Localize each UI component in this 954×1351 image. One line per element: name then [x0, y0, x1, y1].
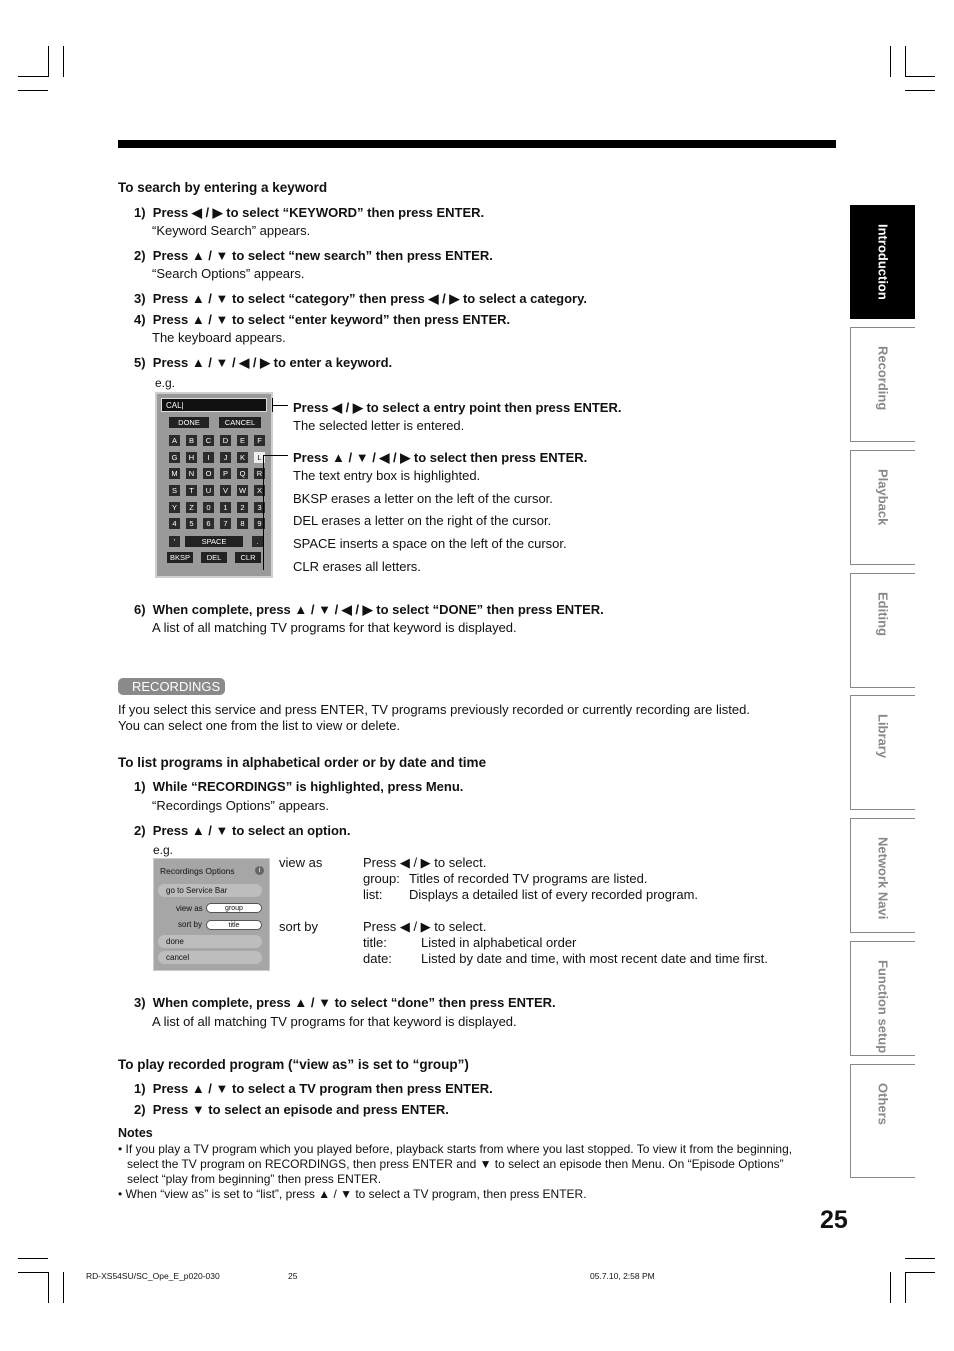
header-rule [118, 140, 836, 148]
kb-entry-desc: The selected letter is entered. [293, 418, 465, 433]
heading-list: To list programs in alphabetical order or by date and time [118, 755, 487, 770]
key-x: X [254, 485, 265, 496]
kb-line: CLR erases all letters. [293, 559, 421, 574]
key-3: 3 [254, 502, 265, 513]
sort-by-selector: title [206, 920, 262, 930]
kb-line: SPACE inserts a space on the left of the cursor. [293, 536, 567, 551]
heading-search: To search by entering a keyword [118, 180, 328, 195]
note-line: • When “view as” is set to “list”, press ▲ / ▼ to select a TV program, then press ENTER. [118, 1187, 587, 1201]
key-2: 2 [237, 502, 248, 513]
key-z: Z [186, 502, 197, 513]
view-as-press: Press ◀ / ▶ to select. [363, 855, 487, 870]
step-3: 3) Press ▲ / ▼ to select “category” then press ◀ / ▶ to select a category. [134, 291, 587, 306]
step-1: 1) Press ◀ / ▶ to select “KEYWORD” then press ENTER. [134, 205, 485, 220]
key-j: J [220, 452, 231, 463]
group-key: group: [363, 871, 400, 886]
recordings-options-screenshot [153, 858, 270, 971]
key-u: U [203, 485, 214, 496]
key-e: E [237, 435, 248, 446]
key-c: C [203, 435, 214, 446]
kb-line: The text entry box is highlighted. [293, 468, 481, 483]
list-step-3-note: A list of all matching TV programs for that keyword is displayed. [152, 1014, 517, 1029]
kb-line: DEL erases a letter on the right of the cursor. [293, 513, 552, 528]
tab-editing[interactable]: Editing [850, 573, 915, 688]
note-line: select “play from beginning” then press ENTER. [127, 1172, 382, 1186]
info-icon: i [255, 866, 264, 875]
notes-heading: Notes [118, 1126, 153, 1140]
tab-playback[interactable]: Playback [850, 450, 915, 565]
key-r: R [254, 468, 265, 479]
key-p: P [220, 468, 231, 479]
tab-library[interactable]: Library [850, 695, 915, 810]
date-key: date: [363, 951, 392, 966]
tab-introduction[interactable]: Introduction [850, 205, 915, 319]
del-key: DEL [201, 552, 227, 563]
heading-play: To play recorded program (“view as” is set to “group”) [118, 1057, 469, 1072]
key-6: 6 [203, 518, 214, 529]
recordings-intro: If you select this service and press ENTER, TV programs previously recorded or currently recording are listed. [118, 702, 750, 717]
sort-by-label: sort by [178, 920, 203, 929]
sort-by-press: Press ◀ / ▶ to select. [363, 919, 487, 934]
eg-label: e.g. [153, 843, 174, 857]
view-as-label: view as [176, 904, 203, 913]
done-row: done [158, 935, 262, 948]
key-9: 9 [254, 518, 265, 529]
view-as-term: view as [279, 855, 323, 870]
key-l: L [254, 452, 265, 463]
step-4-note: The keyboard appears. [152, 330, 286, 345]
kb-line: BKSP erases a letter on the left of the cursor. [293, 491, 553, 506]
list-step-3: 3) When complete, press ▲ / ▼ to select “done” then press ENTER. [134, 995, 556, 1010]
step-1-note: “Keyword Search” appears. [152, 223, 311, 238]
key-i: I [203, 452, 214, 463]
step-6-note: A list of all matching TV programs for that keyword is displayed. [152, 620, 517, 635]
key-7: 7 [220, 518, 231, 529]
view-as-selector: group [206, 903, 262, 913]
key-k: K [237, 452, 248, 463]
key-8: 8 [237, 518, 248, 529]
clr-key: CLR [235, 552, 261, 563]
key-s: S [169, 485, 180, 496]
key-1: 1 [220, 502, 231, 513]
apostrophe-key: ' [169, 536, 180, 547]
key-n: N [186, 468, 197, 479]
list-desc: Displays a detailed list of every recorded program. [409, 887, 699, 902]
key-g: G [169, 452, 180, 463]
footer-date: 05.7.10, 2:58 PM [590, 1271, 655, 1281]
note-line: select the TV program on RECORDINGS, then press ENTER and ▼ to select an episode then Menu. On “Episode Options” [127, 1157, 784, 1171]
key-t: T [186, 485, 197, 496]
options-title: Recordings Options [160, 866, 235, 876]
cancel-key: CANCEL [219, 417, 261, 428]
footer-file: RD-XS54SU/SC_Ope_E_p020-030 [86, 1271, 220, 1281]
group-desc: Titles of recorded TV programs are listed. [409, 871, 648, 886]
key-f: F [254, 435, 265, 446]
footer-page: 25 [288, 1271, 298, 1281]
key-b: B [186, 435, 197, 446]
text-entry-box: CAL| [161, 398, 267, 412]
key-d: D [220, 435, 231, 446]
title-key: title: [363, 935, 387, 950]
go-to-service-bar-row: go to Service Bar [158, 884, 262, 897]
key-w: W [238, 486, 247, 495]
key-q: Q [237, 468, 248, 479]
step-4: 4) Press ▲ / ▼ to select “enter keyword” then press ENTER. [134, 312, 511, 327]
step-5: 5) Press ▲ / ▼ / ◀ / ▶ to enter a keyword. [134, 355, 393, 370]
callout-bracket-2 [263, 455, 264, 570]
list-step-2: 2) Press ▲ / ▼ to select an option. [134, 823, 351, 838]
step-2-note: “Search Options” appears. [152, 266, 305, 281]
tab-network-navi[interactable]: Network Navi [850, 818, 915, 933]
keyboard-screenshot [155, 392, 273, 578]
callout-line-entry [272, 405, 288, 406]
note-line: • If you play a TV program which you played before, playback starts from where you last stopped. To view it from the beginning, [118, 1142, 793, 1156]
key-v: V [220, 485, 231, 496]
tab-recording[interactable]: Recording [850, 327, 915, 442]
play-step-1: 1) Press ▲ / ▼ to select a TV program then press ENTER. [134, 1081, 493, 1096]
callout-line-select [263, 455, 288, 456]
cancel-row: cancel [158, 951, 262, 964]
tab-others[interactable]: Others [850, 1064, 915, 1178]
period-key: . [252, 536, 263, 547]
play-step-2: 2) Press ▼ to select an episode and press ENTER. [134, 1102, 449, 1117]
key-h: H [186, 452, 197, 463]
bksp-key: BKSP [167, 552, 193, 563]
kb-entry-title: Press ◀ / ▶ to select a entry point then press ENTER. [293, 400, 622, 415]
key-0: 0 [203, 502, 214, 513]
sort-by-term: sort by [279, 919, 319, 934]
eg-label: e.g. [155, 376, 176, 390]
tab-function-setup[interactable]: Function setup [850, 941, 915, 1056]
done-key: DONE [169, 417, 209, 428]
list-step-1: 1) While “RECORDINGS” is highlighted, press Menu. [134, 779, 464, 794]
key-a: A [169, 435, 180, 446]
list-step-1-note: “Recordings Options” appears. [152, 798, 330, 813]
step-6: 6) When complete, press ▲ / ▼ / ◀ / ▶ to select “DONE” then press ENTER. [134, 602, 604, 617]
kb-select-title: Press ▲ / ▼ / ◀ / ▶ to select then press ENTER. [293, 450, 588, 465]
date-desc: Listed by date and time, with most recent date and time first. [421, 951, 768, 966]
key-m: M [169, 468, 180, 479]
list-key: list: [363, 887, 383, 902]
key-o: O [203, 468, 214, 479]
title-desc: Listed in alphabetical order [421, 935, 577, 950]
recordings-badge: RECORDINGS [118, 678, 225, 695]
key-y: Y [169, 502, 180, 513]
space-key: SPACE [185, 536, 243, 547]
key-5: 5 [186, 518, 197, 529]
page-number: 25 [820, 1206, 848, 1234]
step-2: 2) Press ▲ / ▼ to select “new search” then press ENTER. [134, 248, 493, 263]
recordings-intro: You can select one from the list to view or delete. [118, 718, 401, 733]
key-4: 4 [169, 518, 180, 529]
